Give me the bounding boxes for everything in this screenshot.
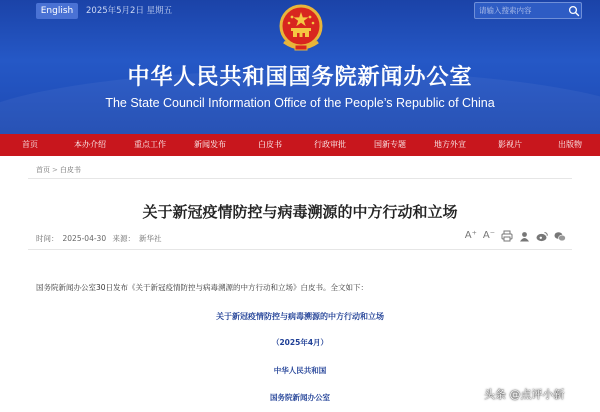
- nav-item-admin-approval[interactable]: 行政审批: [314, 140, 346, 149]
- source-label: 来源：: [112, 234, 135, 243]
- article-intro: 国务院新闻办公室30日发布《关于新冠疫情防控与病毒溯源的中方行动和立场》白皮书。全文如下：: [36, 283, 369, 292]
- breadcrumb-current[interactable]: 白皮书: [59, 166, 81, 174]
- site-title-chinese: 中华人民共和国国务院新闻办公室: [127, 65, 473, 90]
- site-header: [0, 0, 600, 134]
- divider: [28, 249, 572, 250]
- english-button[interactable]: English: [36, 3, 78, 19]
- nav-item-about[interactable]: 本办介绍: [74, 140, 106, 149]
- time-label: 时间：: [36, 234, 59, 243]
- breadcrumb-home[interactable]: 首页: [36, 166, 50, 174]
- font-decrease-button[interactable]: A⁻: [482, 230, 495, 241]
- breadcrumb: [36, 165, 81, 175]
- document-office: 国务院新闻办公室: [270, 393, 330, 402]
- current-date: 2025年5月2日 星期五: [86, 6, 173, 16]
- printer-icon[interactable]: [501, 230, 513, 242]
- font-increase-button[interactable]: A⁺: [464, 230, 477, 241]
- document-title: 关于新冠疫情防控与病毒溯源的中方行动和立场: [216, 312, 384, 321]
- toutiao-watermark: 头条 @点评小新: [484, 388, 565, 401]
- article-tools: [459, 229, 566, 243]
- site-title-english: The State Council Information Office of the People’s Republic of China: [105, 96, 495, 110]
- nav-item-white-papers[interactable]: 白皮书: [258, 140, 282, 149]
- article-title: 关于新冠疫情防控与病毒溯源的中方行动和立场: [142, 203, 458, 221]
- nav-item-press-release[interactable]: 新闻发布: [194, 140, 226, 149]
- wechat-icon[interactable]: [554, 231, 566, 242]
- article-source: 新华社: [138, 234, 162, 243]
- nav-item-films[interactable]: 影视片: [498, 140, 522, 149]
- nav-item-publications[interactable]: 出版物: [558, 140, 582, 149]
- divider: [28, 178, 572, 179]
- search-icon[interactable]: [568, 5, 580, 17]
- document-date: （2025年4月）: [271, 338, 329, 347]
- main-nav: [0, 134, 600, 156]
- national-emblem-icon: [278, 4, 324, 52]
- article-content: [28, 156, 572, 412]
- breadcrumb-separator: >: [52, 166, 58, 174]
- person-icon[interactable]: [519, 231, 530, 242]
- nav-item-special-topics[interactable]: 国新专题: [374, 140, 406, 149]
- document-country: 中华人民共和国: [273, 366, 327, 375]
- article-meta: [36, 233, 165, 244]
- search-input[interactable]: [479, 4, 567, 17]
- weibo-icon[interactable]: [536, 231, 548, 242]
- publish-time: 2025-04-30: [62, 234, 107, 243]
- nav-item-home[interactable]: 首页: [22, 140, 38, 149]
- nav-item-local-publicity[interactable]: 地方外宣: [434, 140, 466, 149]
- search-box[interactable]: [474, 2, 582, 19]
- nav-item-key-work[interactable]: 重点工作: [134, 140, 166, 149]
